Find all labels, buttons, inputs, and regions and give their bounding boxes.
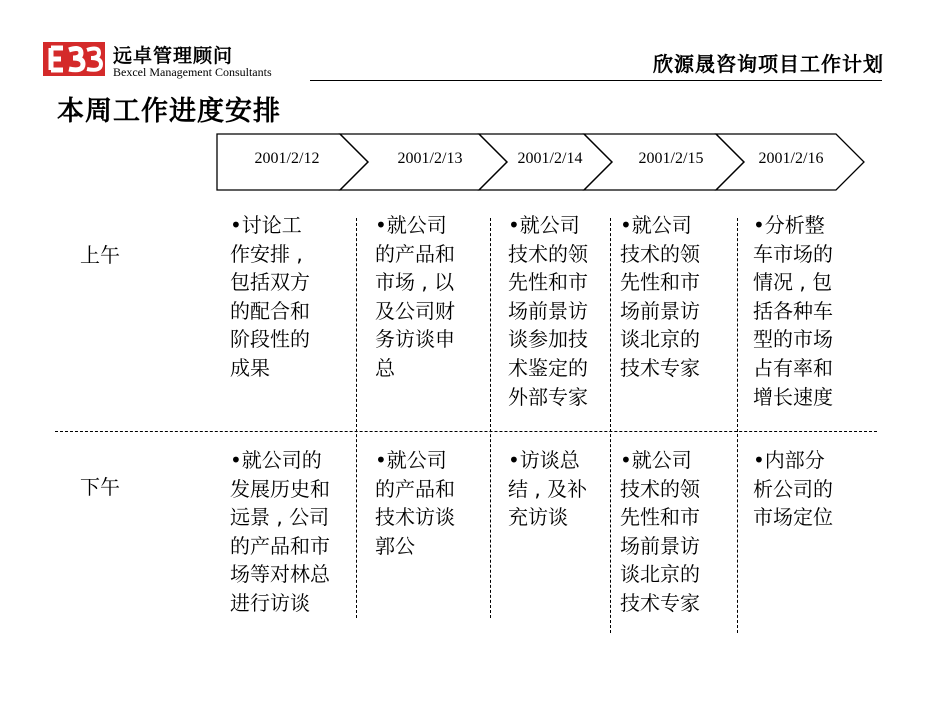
company-name-cn: 远卓管理顾问 bbox=[113, 45, 234, 67]
schedule-cell-line: 技术的领 bbox=[620, 241, 700, 266]
schedule-cell-line: 场前景访 bbox=[620, 298, 700, 323]
schedule-cell-line: 阶段性的 bbox=[230, 327, 310, 352]
schedule-cell-line: •就公司 bbox=[375, 448, 447, 472]
schedule-cell-morning bbox=[375, 211, 455, 383]
schedule-cell-line: 场前景访 bbox=[508, 298, 588, 323]
schedule-cell-line: 及公司财 bbox=[375, 298, 455, 323]
schedule-cell-line: 析公司的 bbox=[753, 476, 833, 501]
row-label-afternoon: 下午 bbox=[80, 475, 120, 499]
schedule-cell-line: 谈参加技 bbox=[508, 327, 588, 352]
schedule-cell-line: •就公司 bbox=[620, 448, 692, 472]
schedule-cell-line: •就公司的 bbox=[230, 448, 322, 472]
schedule-cell-morning bbox=[508, 211, 588, 411]
date-label: 2001/2/16 bbox=[758, 150, 824, 167]
schedule-cell-line: 技术的领 bbox=[620, 476, 700, 501]
schedule-cell-line: 务访谈申 bbox=[375, 327, 455, 352]
page-title: 本周工作进度安排 bbox=[57, 96, 281, 127]
schedule-cell-line: •访谈总 bbox=[508, 448, 580, 472]
schedule-cell-line: •分析整 bbox=[753, 213, 825, 237]
date-label: 2001/2/12 bbox=[254, 150, 320, 167]
schedule-cell-line: 的配合和 bbox=[230, 298, 310, 323]
schedule-cell-line: 先性和市 bbox=[620, 270, 700, 295]
schedule-cell-afternoon bbox=[753, 446, 833, 532]
schedule-cell-line: •就公司 bbox=[375, 213, 447, 237]
schedule-cell-line: •讨论工 bbox=[230, 213, 302, 237]
schedule-cell-line: 的产品和 bbox=[375, 241, 455, 266]
schedule-cell-line: 市场 , 以 bbox=[375, 270, 455, 295]
schedule-cell-line: •就公司 bbox=[508, 213, 580, 237]
schedule-cell-line: 郭公 bbox=[375, 533, 415, 558]
column-divider bbox=[610, 218, 611, 633]
schedule-cell-line: 先性和市 bbox=[508, 270, 588, 295]
schedule-cell-line: 充访谈 bbox=[508, 505, 568, 530]
column-divider bbox=[356, 218, 357, 618]
schedule-cell-line: 的产品和市 bbox=[230, 533, 330, 558]
schedule-cell-line: 技术专家 bbox=[620, 355, 700, 380]
header-divider bbox=[310, 80, 882, 81]
schedule-cell-line: 作安排 , bbox=[230, 241, 303, 266]
schedule-cell-line: 占有率和 bbox=[753, 355, 833, 380]
schedule-cell-line: 结 , 及补 bbox=[508, 476, 588, 501]
schedule-cell-line: 总 bbox=[375, 355, 395, 380]
schedule-cell-afternoon bbox=[230, 446, 330, 618]
schedule-cell-line: 技术访谈 bbox=[375, 505, 455, 530]
schedule-cell-line: 情况 , 包 bbox=[753, 270, 833, 295]
schedule-cell-afternoon bbox=[620, 446, 700, 618]
schedule-cell-morning bbox=[230, 211, 310, 383]
company-logo bbox=[43, 42, 105, 76]
schedule-cell-line: 技术的领 bbox=[508, 241, 588, 266]
schedule-cell-line: 市场定位 bbox=[753, 505, 833, 530]
schedule-cell-line: 包括双方 bbox=[230, 270, 310, 295]
schedule-cell-line: 发展历史和 bbox=[230, 476, 330, 501]
column-divider bbox=[737, 218, 738, 633]
date-label: 2001/2/14 bbox=[517, 150, 583, 167]
schedule-cell-line: 场前景访 bbox=[620, 533, 700, 558]
schedule-cell-line: 外部专家 bbox=[508, 384, 588, 409]
row-label-morning: 上午 bbox=[80, 243, 120, 267]
schedule-cell-line: 谈北京的 bbox=[620, 562, 700, 587]
date-label: 2001/2/15 bbox=[638, 150, 704, 167]
schedule-cell-line: 进行访谈 bbox=[230, 590, 310, 615]
schedule-cell-morning bbox=[753, 211, 833, 411]
schedule-cell-line: 场等对林总 bbox=[230, 562, 330, 587]
schedule-cell-line: 的产品和 bbox=[375, 476, 455, 501]
date-label: 2001/2/13 bbox=[397, 150, 463, 167]
company-name-en: Bexcel Management Consultants bbox=[113, 65, 272, 79]
schedule-cell-line: 成果 bbox=[230, 355, 270, 380]
schedule-cell-line: 技术专家 bbox=[620, 590, 700, 615]
schedule-cell-line: 增长速度 bbox=[753, 384, 833, 409]
project-title: 欣源晟咨询项目工作计划 bbox=[653, 52, 884, 76]
column-divider bbox=[490, 218, 491, 618]
schedule-cell-afternoon bbox=[508, 446, 587, 532]
schedule-cell-line: 远景 , 公司 bbox=[230, 505, 330, 530]
schedule-cell-line: •就公司 bbox=[620, 213, 692, 237]
schedule-cell-line: 术鉴定的 bbox=[508, 355, 588, 380]
schedule-cell-afternoon bbox=[375, 446, 455, 560]
schedule-cell-line: 谈北京的 bbox=[620, 327, 700, 352]
row-divider bbox=[55, 431, 877, 432]
schedule-cell-line: 括各种车 bbox=[753, 298, 833, 323]
schedule-cell-line: 车市场的 bbox=[753, 241, 833, 266]
schedule-cell-line: 型的市场 bbox=[753, 327, 833, 352]
schedule-cell-morning bbox=[620, 211, 700, 383]
schedule-cell-line: •内部分 bbox=[753, 448, 825, 472]
schedule-cell-line: 先性和市 bbox=[620, 505, 700, 530]
